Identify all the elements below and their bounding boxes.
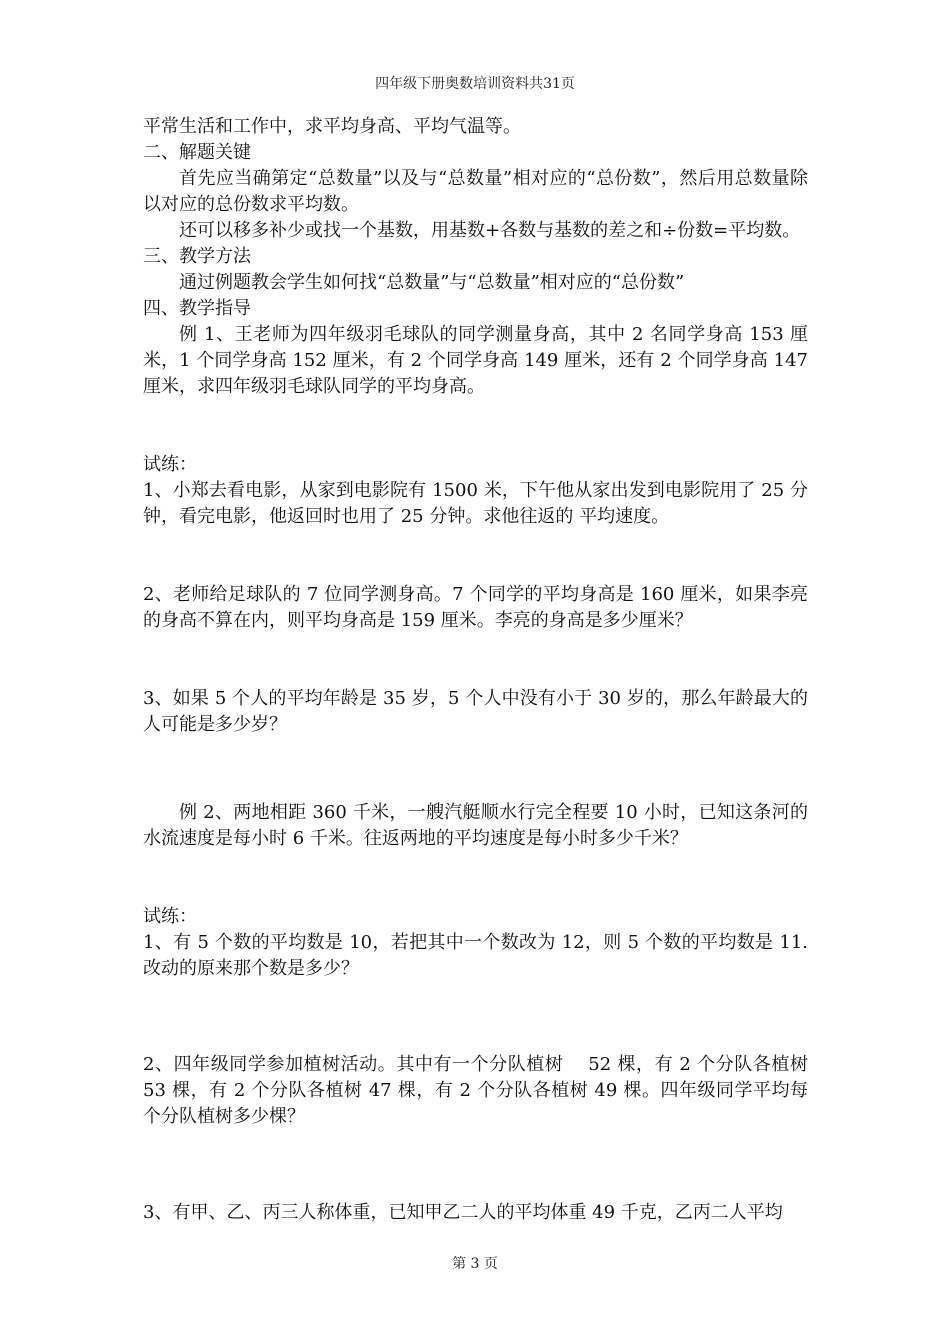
spacer — [143, 530, 808, 582]
practice-question-1: 1、小郑去看电影，从家到电影院有 1500 米，下午他从家出发到电影院用了 25 分钟，看完电影，他返回时也用了 25 分钟。求他往返的 平均速度。 — [143, 480, 808, 527]
page-body — [143, 114, 808, 1226]
page-header: 四年级下册奥数培训资料共31页 — [375, 76, 575, 92]
spacer — [143, 852, 808, 904]
practice-label-1: 试练： — [143, 454, 197, 475]
example-1: 例 1、王老师为四年级羽毛球队的同学测量身高，其中 2 名同学身高 153 厘米，1 个同学身高 152 厘米，有 2 个同学身高 149 厘米，还有 2 个同学身高 147 厘米，求四年级羽毛球队同学的平均身高。 — [143, 324, 808, 397]
page-footer: 第 3 页 — [452, 1256, 498, 1272]
section-heading-key: 二、解题关键 — [143, 142, 251, 163]
spacer — [143, 400, 808, 452]
spacer — [143, 982, 808, 1052]
practice-question-5: 2、四年级同学参加植树活动。其中有一个分队植树 52 棵，有 2 个分队各植树 53 棵，有 2 个分队各植树 47 棵，有 2 个分队各植树 49 棵。四年级同学平均每个分队植树多少棵？ — [143, 1054, 808, 1127]
practice-question-3: 3、如果 5 个人的平均年龄是 35 岁，5 个人中没有小于 30 岁的，那么年龄最大的人可能是多少岁？ — [143, 688, 808, 735]
intro-line: 平常生活和工作中，求平均身高、平均气温等。 — [143, 116, 521, 137]
practice-question-6: 3、有甲、乙、丙三人称体重，已知甲乙二人的平均体重 49 千克，乙丙二人平均 — [143, 1202, 783, 1223]
key-paragraph-1: 首先应当确第定“总数量”以及与“总数量”相对应的“总份数”，然后用总数量除以对应的总份数求平均数。 — [143, 168, 808, 215]
method-paragraph: 通过例题教会学生如何找“总数量”与“总数量”相对应的“总份数” — [179, 272, 685, 293]
spacer — [143, 738, 808, 800]
practice-question-4: 1、有 5 个数的平均数是 10，若把其中一个数改为 12，则 5 个数的平均数是 11.改动的原来那个数是多少？ — [143, 932, 808, 979]
section-heading-guide: 四、教学指导 — [143, 298, 251, 319]
key-paragraph-2: 还可以移多补少或找一个基数，用基数+各数与基数的差之和÷份数=平均数。 — [179, 220, 801, 241]
practice-question-2: 2、老师给足球队的 7 位同学测身高。7 个同学的平均身高是 160 厘米，如果李亮的身高不算在内，则平均身高是 159 厘米。李亮的身高是多少厘米？ — [143, 584, 808, 631]
spacer — [143, 634, 808, 686]
section-heading-method: 三、教学方法 — [143, 246, 251, 267]
practice-label-2: 试练： — [143, 906, 197, 927]
example-2: 例 2、两地相距 360 千米，一艘汽艇顺水行完全程要 10 小时，已知这条河的水流速度是每小时 6 千米。往返两地的平均速度是每小时多少千米？ — [143, 802, 808, 849]
spacer — [143, 1130, 808, 1200]
